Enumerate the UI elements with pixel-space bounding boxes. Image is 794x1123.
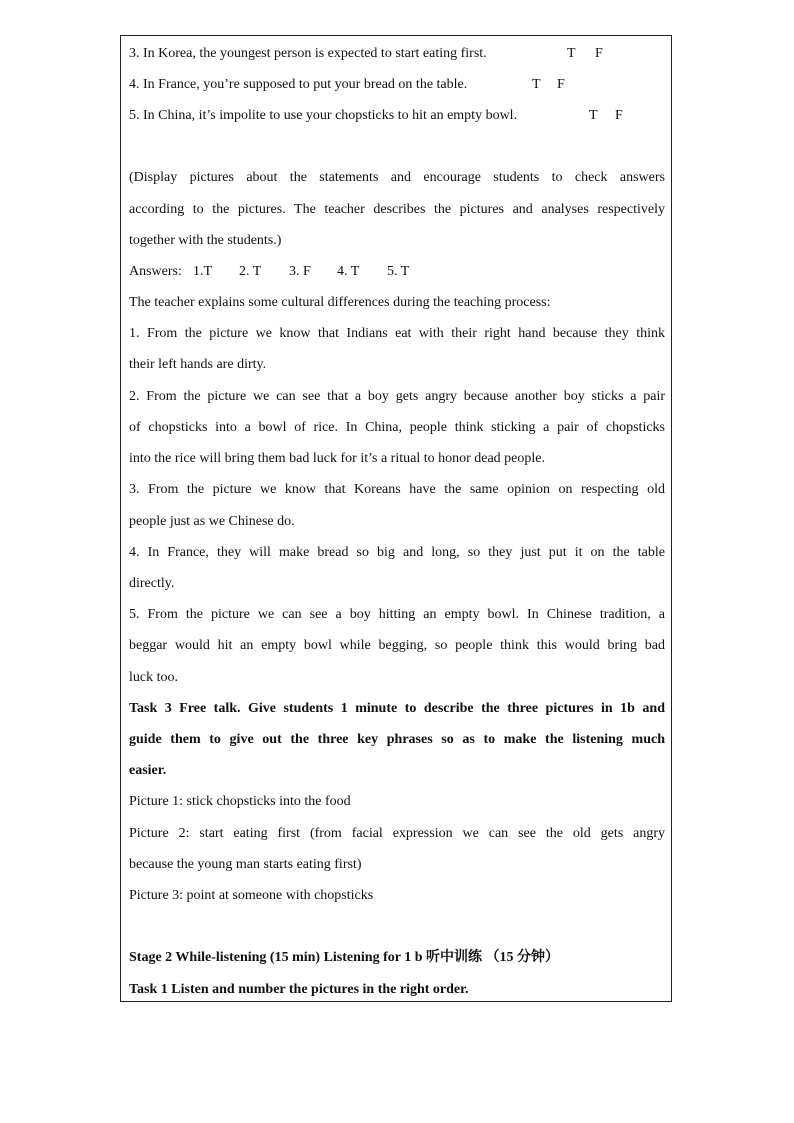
explanation-line: of chopsticks into a bowl of rice. In China, people think sticking a pair of chopsticks [129,420,665,435]
statement-text: 4. In France, you’re supposed to put your bread on the table. [129,77,468,92]
statement-text: 5. In China, it’s impolite to use your chopsticks to hit an empty bowl. [129,108,518,123]
explanation-line: into the rice will bring them bad luck for it’s a ritual to honor dead people. [129,451,546,466]
statement-text: 3. In Korea, the youngest person is expected to start eating first. [129,46,487,61]
true-option: T [567,46,576,61]
display-note-line: (Display pictures about the statements and encourage students to check answers [129,170,665,185]
answer-item: 2. T [239,264,262,279]
statement-3 [129,45,665,63]
explanation-line: 3. From the picture we know that Koreans have the same opinion on respecting old [129,482,665,497]
stage2-heading: Stage 2 While-listening (15 min) Listening for 1 b 听中训练 （15 分钟） [129,950,560,965]
explanation-line: 2. From the picture we can see that a boy gets angry because another boy sticks a pair [129,389,665,404]
task3-heading-line: guide them to give out the three key phrases so as to make the listening much [129,732,665,747]
explanation-line: people just as we Chinese do. [129,514,295,529]
explain-intro: The teacher explains some cultural differences during the teaching process: [129,295,551,310]
explanation-line: 5. From the picture we can see a boy hitting an empty bowl. In Chinese tradition, a [129,607,665,622]
explanation-line: beggar would hit an empty bowl while begging, so people think this would bring bad [129,638,665,653]
statement-5 [129,107,665,125]
picture-description: Picture 1: stick chopsticks into the food [129,794,351,809]
answer-item: 3. F [289,264,311,279]
task1-heading: Task 1 Listen and number the pictures in the right order. [129,982,469,997]
false-option: F [595,46,603,61]
explanation-line: their left hands are dirty. [129,357,267,372]
lesson-plan-table-cell [120,35,672,1002]
picture-description: Picture 3: point at someone with chopsticks [129,888,374,903]
answers-line [129,263,665,281]
true-option: T [532,77,541,92]
answer-item: 4. T [337,264,360,279]
false-option: F [557,77,565,92]
answer-item: 5. T [387,264,410,279]
display-note-line: together with the students.) [129,233,282,248]
picture-description: because the young man starts eating first) [129,857,362,872]
true-option: T [589,108,598,123]
explanation-line: directly. [129,576,175,591]
answer-item: 1.T [193,264,213,279]
false-option: F [615,108,623,123]
explanation-line: 1. From the picture we know that Indians eat with their right hand because they think [129,326,665,341]
explanation-line: luck too. [129,670,178,685]
task3-heading-line: easier. [129,763,167,778]
task3-heading-line: Task 3 Free talk. Give students 1 minute to describe the three pictures in 1b and [129,701,665,716]
explanation-line: 4. In France, they will make bread so big and long, so they just put it on the table [129,545,665,560]
answers-label: Answers: [129,264,182,279]
display-note-line: according to the pictures. The teacher describes the pictures and analyses respectively [129,202,665,217]
statement-4 [129,76,665,94]
picture-description: Picture 2: start eating first (from facial expression we can see the old gets angry [129,826,665,841]
